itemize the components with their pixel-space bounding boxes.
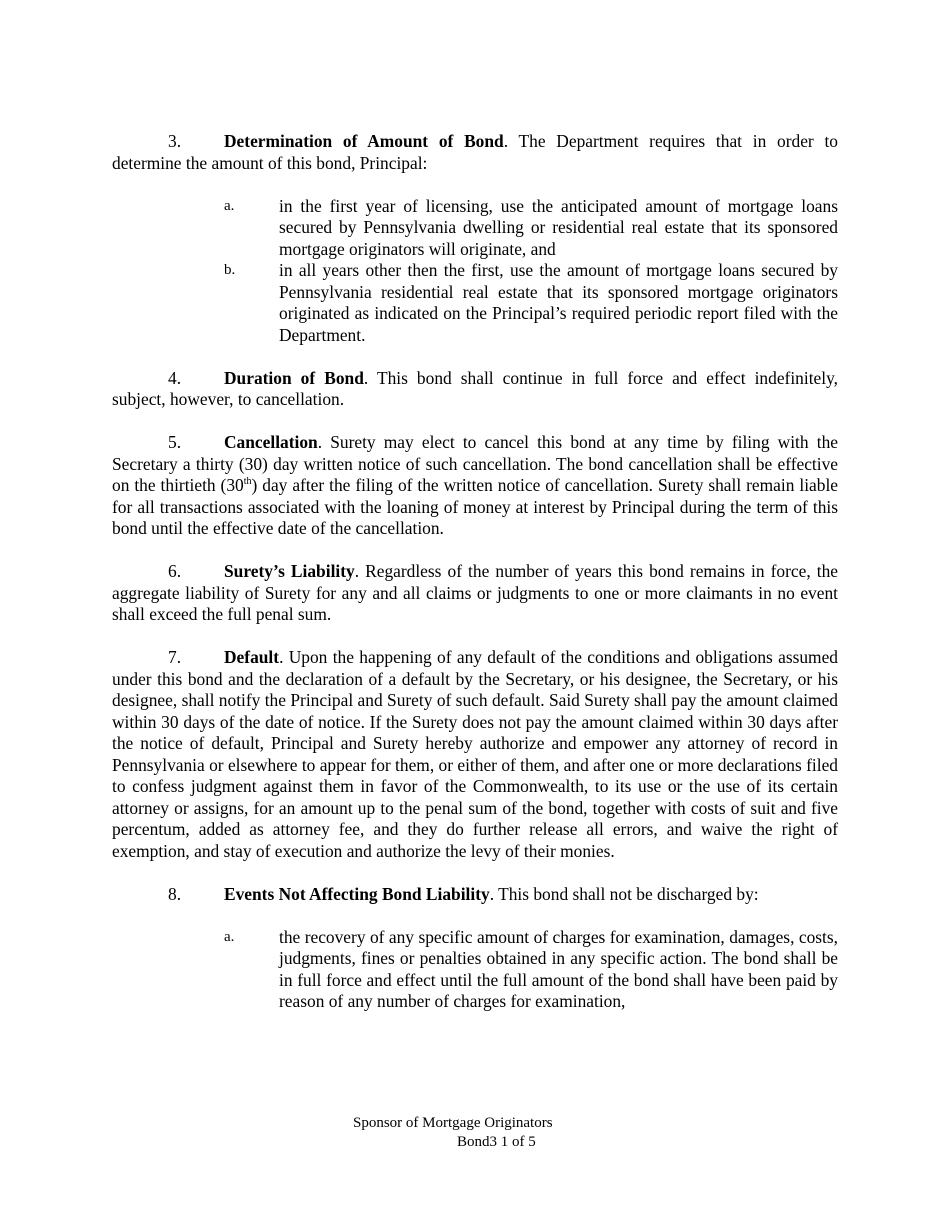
section-4-paragraph: [112, 368, 838, 411]
list-item-label: a.: [224, 928, 235, 945]
list-item-label: a.: [224, 197, 235, 214]
section-text: . The Department requires that in order to determine the amount of this bond, Principal:: [112, 131, 838, 173]
section-3-paragraph: [112, 131, 838, 174]
list-item: [112, 260, 838, 346]
document-body: [112, 131, 838, 1013]
section-heading: Duration of Bond: [224, 367, 364, 388]
section-number: 8.: [168, 883, 182, 904]
list-item-label: b.: [224, 262, 236, 278]
section-heading: Determination of Amount of Bond: [224, 131, 504, 151]
section-text: . This bond shall continue in full force and effect indefinitely, subject, however, to cancellation.: [112, 367, 838, 409]
section-number: 7.: [168, 647, 182, 667]
section-6-paragraph: [112, 561, 838, 626]
section-number: 5.: [168, 432, 182, 452]
list-item: [112, 927, 838, 1013]
superscript: th: [243, 476, 252, 488]
section-text-continued: ) day after the filing of the written notice of cancellation. Surety shall remain liable for all transactions associated with the loaning of money at interest by Principal during the term of this bond until the effective date of the cancellation.: [112, 475, 838, 538]
list-item-text: in all years other then the first, use the amount of mortgage loans secured by Pennsylvania residential real estate that its sponsored mortgage originators originated as indicated on the Principal’s required periodic report filed with the Department.: [279, 260, 838, 345]
section-number: 3.: [168, 131, 182, 151]
section-8-paragraph: [112, 884, 838, 906]
list-item-text: in the first year of licensing, use the anticipated amount of mortgage loans secured by Pennsylvania dwelling or residential real estate that its sponsored mortgage originators will originate, and: [279, 195, 838, 259]
section-heading: Default: [224, 647, 280, 667]
section-heading: Surety’s Liability: [224, 561, 355, 581]
list-item: [112, 196, 838, 261]
footer-page-number: Bond3 1 of 5: [457, 1134, 536, 1150]
section-text: . Regardless of the number of years this bond remains in force, the aggregate liability of Surety for any and all claims or judgments to one or more claimants in no event shall exceed the full penal sum.: [112, 561, 838, 624]
section-text: . This bond shall not be discharged by:: [489, 883, 759, 904]
section-8-sublist: [112, 927, 838, 1013]
section-number: 4.: [168, 367, 182, 388]
section-text: . Upon the happening of any default of the conditions and obligations assumed under this bond and the declaration of a default by the Secretary, or his designee, the Secretary, or his designee, shall notify the Principal and Surety of such default. Said Surety shall pay the amount claimed within 30 days of the date of notice. If the Surety does not pay the amount claimed within 30 days after the notice of default, Principal and Surety hereby authorize and empower any attorney of record in Pennsylvania or elsewhere to appear for them, or either of them, and after one or more declarations filed to confess judgment against them in favor of the Commonwealth, to its use or the use of its certain attorney or assigns, for an amount up to the penal sum of the bond, together with costs of suit and five percentum, added as attorney fee, and they do further release all errors, and waive the right of exemption, and stay of execution and authorize the levy of their monies.: [112, 647, 838, 861]
section-heading: Cancellation: [224, 432, 318, 452]
section-7-paragraph: [112, 647, 838, 862]
footer-title: Sponsor of Mortgage Originators: [353, 1115, 553, 1131]
section-number: 6.: [168, 561, 182, 581]
section-3-sublist: [112, 196, 838, 347]
section-5-paragraph: [112, 432, 838, 540]
section-heading: Events Not Affecting Bond Liability: [224, 883, 490, 904]
section-text: . Surety may elect to cancel this bond at any time by filing with the Secretary a thirty (30) day written notice of such cancellation. The bond cancellation shall be effective on the thirtieth (30: [112, 432, 838, 495]
list-item-text: the recovery of any specific amount of charges for examination, damages, costs, judgments, fines or penalties obtained in any specific action. The bond shall be in full force and effect until the full amount of the bond shall have been paid by reason of any number of charges for examination,: [279, 926, 838, 1011]
